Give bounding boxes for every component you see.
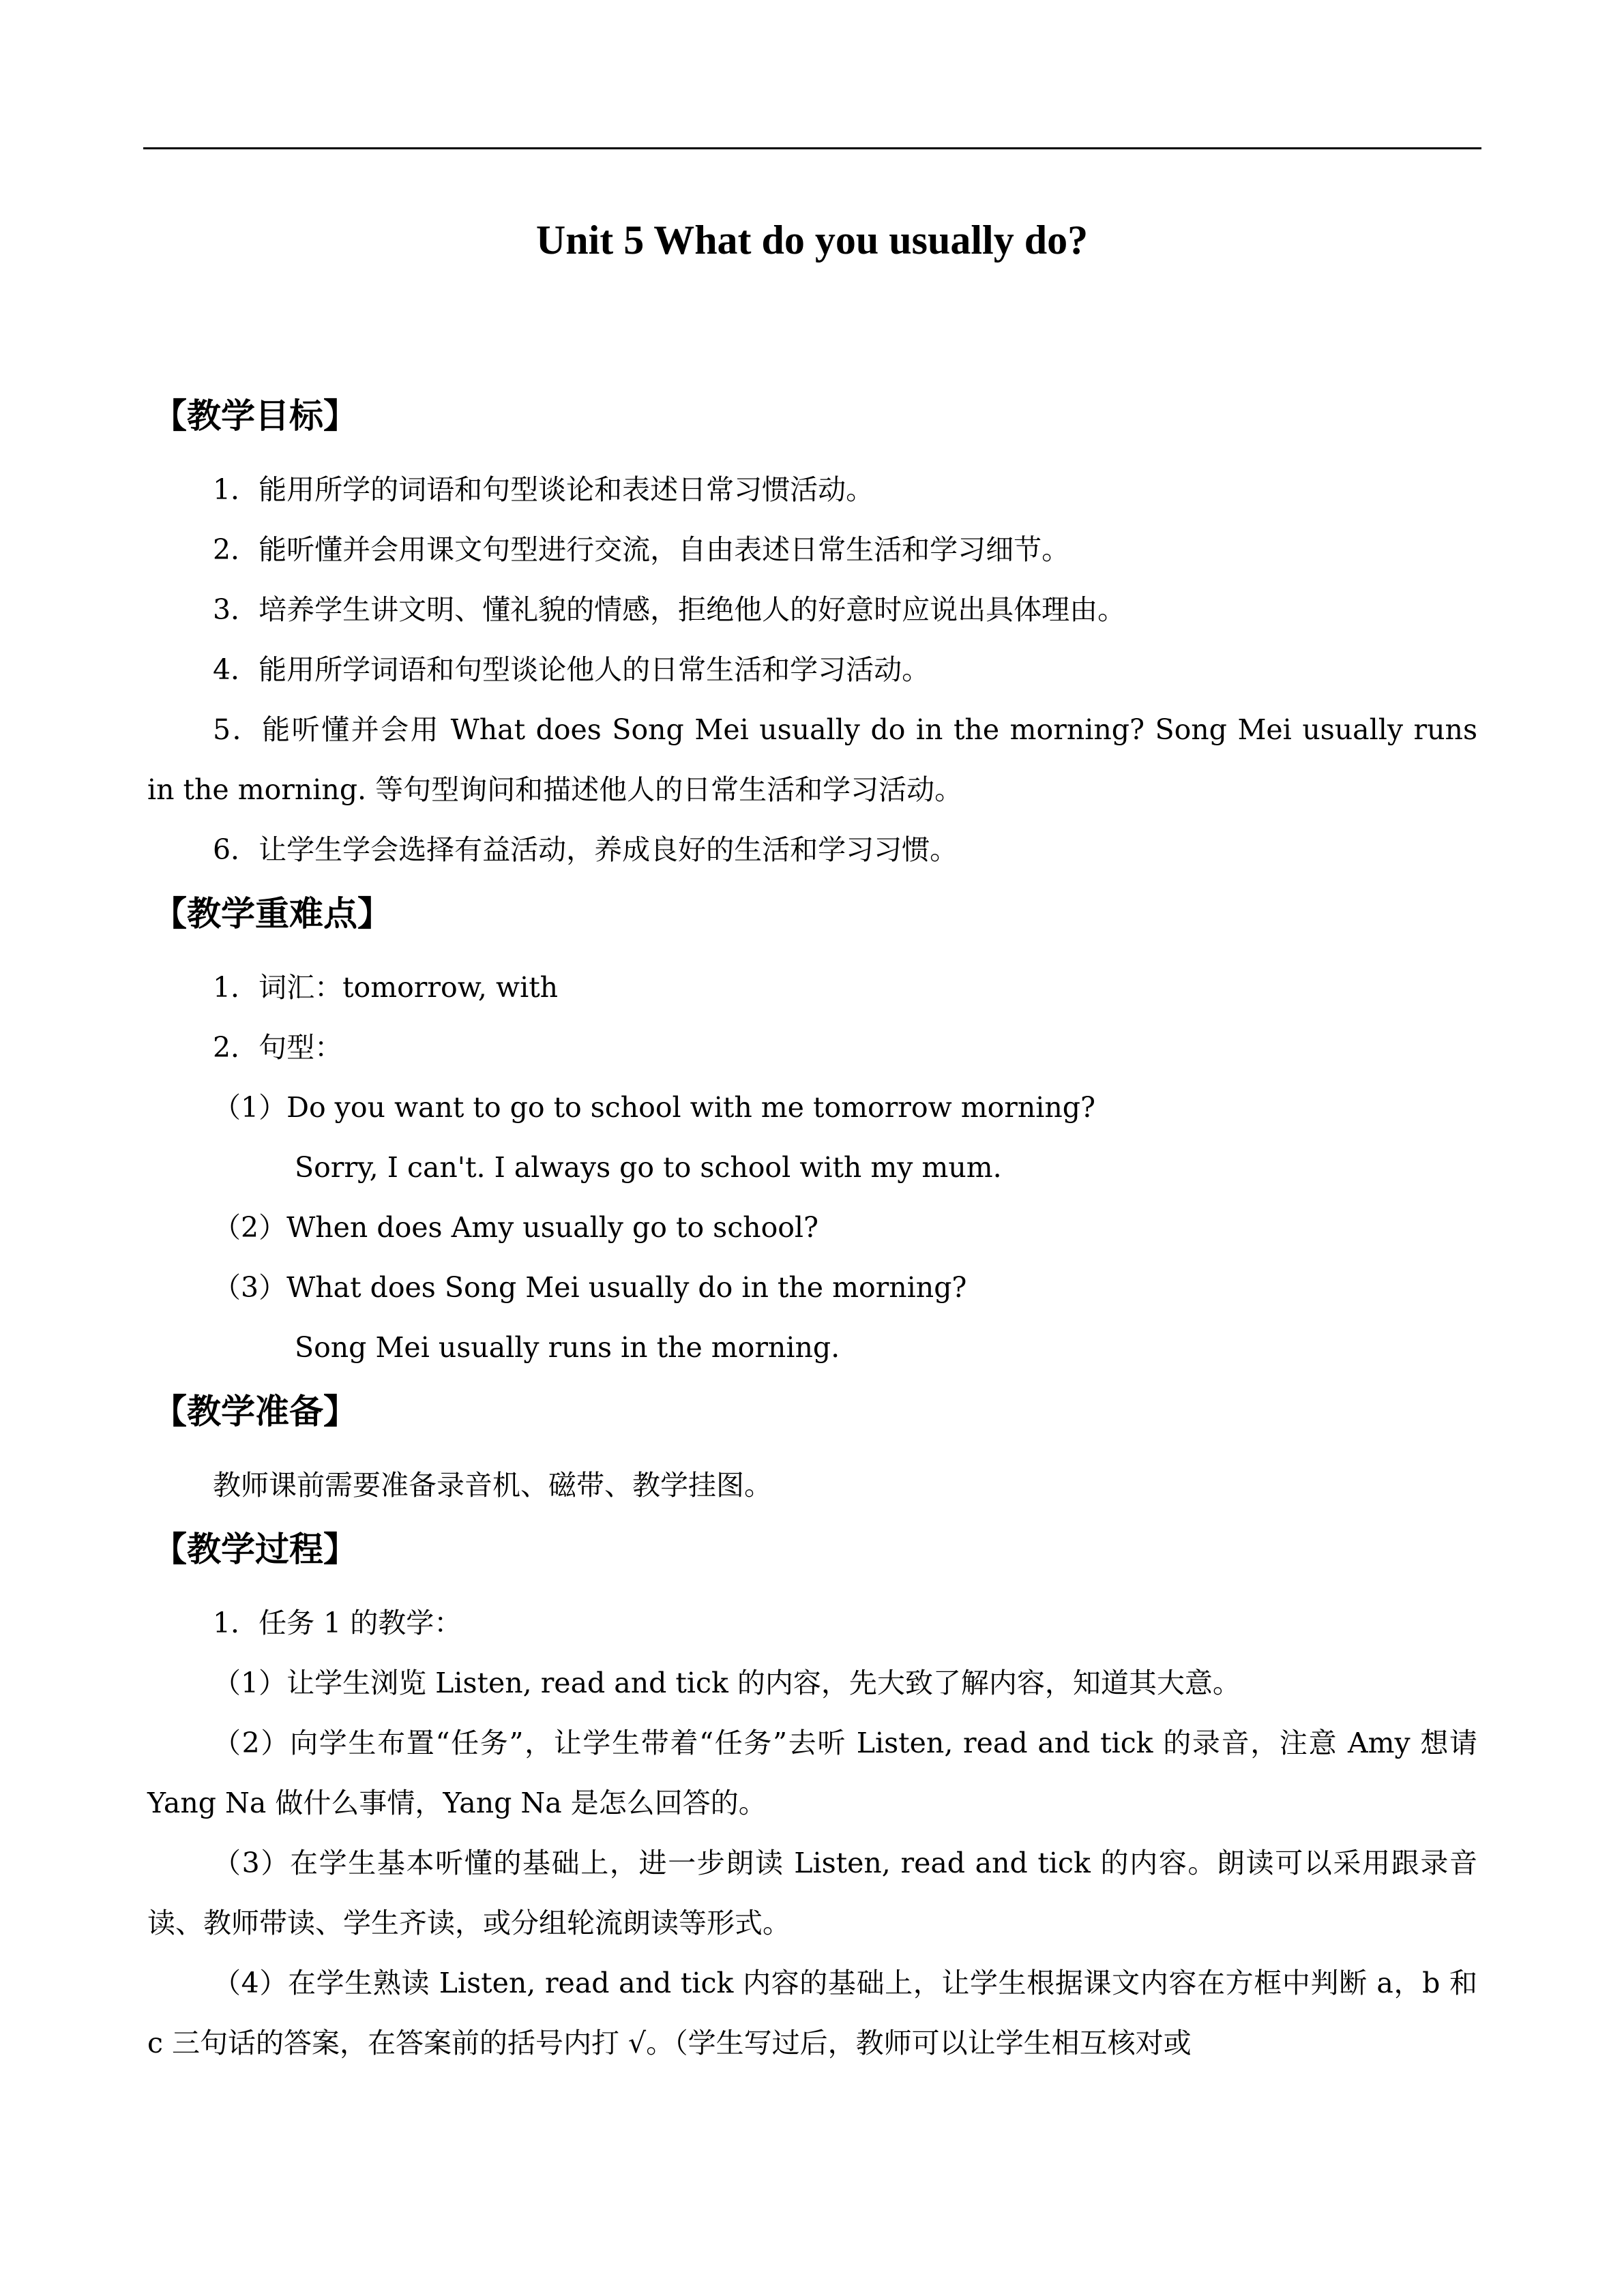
sentence-pattern-answer: Sorry, I can't. I always go to school with my mum. bbox=[295, 1151, 1002, 1184]
process-step: （3）在学生基本听懂的基础上，进一步朗读 Listen, read and tick 的内容。朗读可以采用跟录音读、教师带读、学生齐读，或分组轮流朗读等形式。 bbox=[147, 1847, 1477, 1939]
objective-item: 1．能用所学的词语和句型谈论和表述日常习惯活动。 bbox=[213, 473, 874, 506]
objective-item: 3．培养学生讲文明、懂礼貌的情感，拒绝他人的好意时应说出具体理由。 bbox=[213, 593, 1126, 626]
sentence-pattern: （2）When does Amy usually go to school? bbox=[213, 1211, 819, 1244]
section-heading-process: 【教学过程】 bbox=[153, 1530, 357, 1569]
preparation-text: 教师课前需要准备录音机、磁带、教学挂图。 bbox=[213, 1469, 772, 1502]
document-title: Unit 5 What do you usually do? bbox=[535, 218, 1089, 263]
section-heading-key-points: 【教学重难点】 bbox=[153, 894, 392, 934]
process-step: （4）在学生熟读 Listen, read and tick 内容的基础上，让学生根据课文内容在方框中判断 a，b 和 c 三句话的答案，在答案前的括号内打 √。（学生写过后，教师可以让学生相互核对或 bbox=[147, 1967, 1477, 2059]
process-step: （1）让学生浏览 Listen, read and tick 的内容，先大致了解内容，知道其大意。 bbox=[213, 1667, 1241, 1699]
sentence-pattern-answer: Song Mei usually runs in the morning. bbox=[295, 1331, 840, 1364]
objective-item: 6．让学生学会选择有益活动，养成良好的生活和学习习惯。 bbox=[213, 833, 958, 866]
objective-item: 2．能听懂并会用课文句型进行交流，自由表述日常生活和学习细节。 bbox=[213, 533, 1070, 566]
sentence-pattern: （1）Do you want to go to school with me tomorrow morning? bbox=[213, 1091, 1096, 1124]
document-body bbox=[147, 382, 1477, 2073]
section-heading-preparation: 【教学准备】 bbox=[153, 1392, 357, 1431]
process-step: （2）向学生布置“任务”，让学生带着“任务”去听 Listen, read and tick 的录音，注意 Amy 想请 Yang Na 做什么事情，Yang Na 是怎么回答的。 bbox=[147, 1727, 1477, 1819]
sentence-pattern: （3）What does Song Mei usually do in the morning? bbox=[213, 1271, 967, 1304]
header-rule bbox=[143, 147, 1481, 149]
section-heading-objectives: 【教学目标】 bbox=[153, 396, 357, 436]
key-point-vocab: 1．词汇：tomorrow, with bbox=[213, 971, 559, 1004]
process-task-title: 1．任务 1 的教学： bbox=[213, 1607, 462, 1639]
key-point-sentence-label: 2．句型： bbox=[213, 1031, 343, 1064]
objective-item: 5．能听懂并会用 What does Song Mei usually do in the morning? Song Mei usually runs in the morning. 等句型询问和描述他人的日常生活和学习活动。 bbox=[147, 713, 1477, 806]
objective-item: 4．能用所学词语和句型谈论他人的日常生活和学习活动。 bbox=[213, 653, 930, 686]
